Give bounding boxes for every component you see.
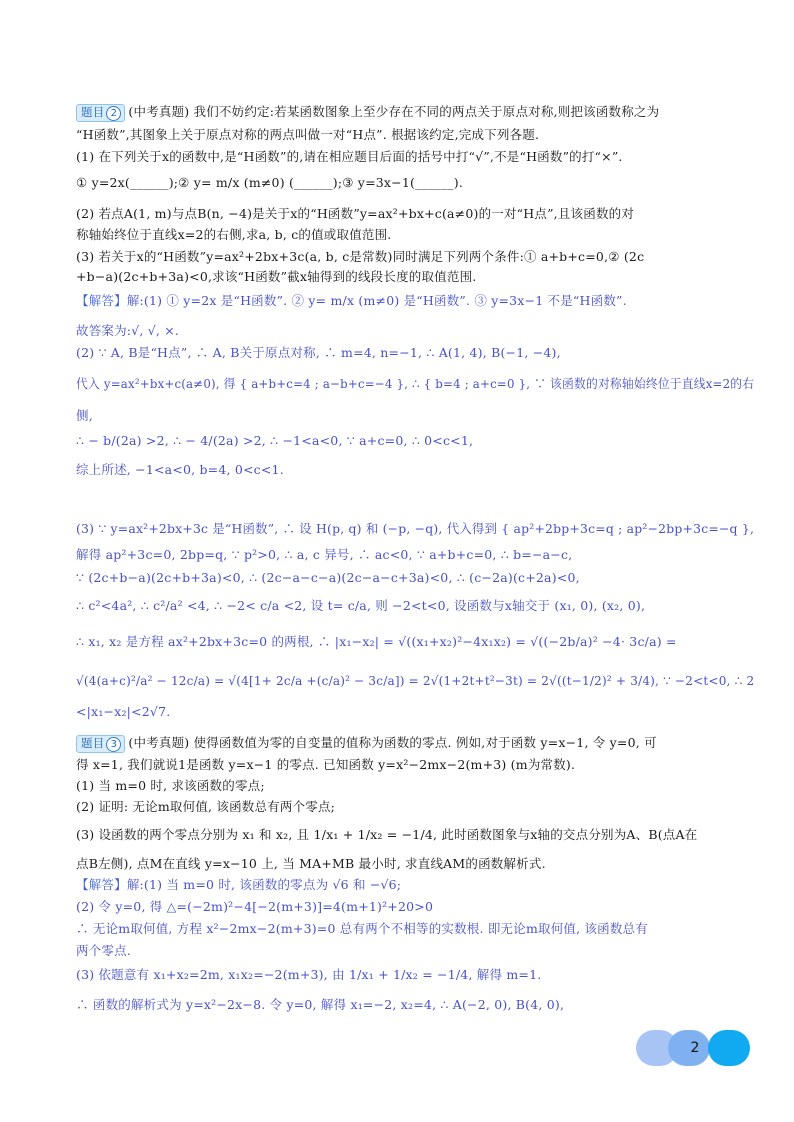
q2-line-6: 称轴始终位于直线x=2的右侧,求a, b, c的值或取值范围. [76,227,392,242]
q3-answer-4: 两个零点. [76,943,131,958]
page-number: 2 [690,1040,700,1056]
q2-line-8: +b−a)(2c+b+3a)<0,求该“H函数”截x轴得到的线段长度的取值范围. [76,269,477,284]
q2-answer-1: 【解答】解:(1) ① y=2x 是“H函数”. ② y= m/x (m≠0) 是“H函数”. ③ y=3x−1 不是“H函数”. [76,293,627,308]
q2-answer-5: 侧, [76,408,93,423]
q3-answer-2: (2) 令 y=0, 得 △=(−2m)²−4[−2(m+3)]=4(m+1)²+20>0 [76,899,434,914]
q3-answer-3: ∴ 无论m取何值, 方程 x²−2mx−2(m+3)=0 总有两个不相等的实数根. 即无论m取何值, 该函数总有 [76,921,648,936]
q2-answer-9: 解得 ap²+3c=0, 2bp=q, ∵ p²>0, ∴ a, c 异号, ∴ ac<0, ∵ a+b+c=0, ∴ b=−a−c, [76,547,573,562]
q3-line-4: (2) 证明: 无论m取何值, 该函数总有两个零点; [76,799,336,814]
q2-line-3: (1) 在下列关于x的函数中,是“H函数”的,请在相应题目后面的括号中打“√”,不是“H函数”的打“×”. [76,149,623,164]
q3-line-5: (3) 设函数的两个零点分别为 x₁ 和 x₂, 且 1/x₁ + 1/x₂ = −1/4, 此时函数图象与x轴的交点分别为A、B(点A在 [76,827,698,842]
q2-line-4: ① y=2x(______);② y= m/x (m≠0) (______);③ y=3x−1(______). [76,175,463,190]
q2-answer-8: (3) ∵ y=ax²+2bx+3c 是“H函数”, ∴ 设 H(p, q) 和 (−p, −q), 代入得到 { ap²+2bp+3c=q ; ap²−2bp+3c=−q }, [76,521,755,536]
q2-answer-10: ∵ (2c+b−a)(2c+b+3a)<0, ∴ (2c−a−c−a)(2c−a−c+3a)<0, ∴ (c−2a)(c+2a)<0, [76,570,580,585]
q2-answer-3: (2) ∵ A, B是“H点”, ∴ A, B关于原点对称, ∴ m=4, n=−1, ∴ A(1, 4), B(−1, −4), [76,345,561,360]
q3-answer-6: ∴ 函数的解析式为 y=x²−2x−8. 令 y=0, 解得 x₁=−2, x₂=4, ∴ A(−2, 0), B(4, 0), [76,997,565,1012]
q2-answer-13: √(4(a+c)²/a² − 12c/a) = √(4[1+ 2c/a +(c/a)² − 3c/a]) = 2√(1+2t+t²−3t) = 2√((t−1/2)² + 3/4), ∵ −2<t<0, ∴ 2 [76,673,755,688]
q3-line-2: 得 x=1, 我们就说1是函数 y=x−1 的零点. 已知函数 y=x²−2mx−2(m+3) (m为常数). [76,757,576,772]
q2-answer-6: ∴ − b/(2a) >2, ∴ − 4/(2a) >2, ∴ −1<a<0, ∵ a+c=0, ∴ 0<c<1, [76,433,474,448]
q2-line-5: (2) 若点A(1, m)与点B(n, −4)是关于x的“H函数”y=ax²+bx+c(a≠0)的一对“H点”,且该函数的对 [76,206,635,221]
q3-line-1: 题目 3 (中考真题) 使得函数值为零的自变量的值称为函数的零点. 例如,对于函数 y=x−1, 令 y=0, 可 [76,734,657,753]
q2-answer-2: 故答案为:√, √, ×. [76,323,180,338]
q3-tag: 题目 3 [76,735,125,753]
page-deco-right [708,1030,750,1066]
q2-line-1: 题目 2 (中考真题) 我们不妨约定:若某函数图象上至少存在不同的两点关于原点对称,则把该函数称之为 [76,103,659,122]
q3-line-6: 点B左侧), 点M在直线 y=x−10 上, 当 MA+MB 最小时, 求直线AM的函数解析式. [76,856,546,871]
q3-line-3: (1) 当 m=0 时, 求该函数的零点; [76,778,265,793]
q2-number-badge: 2 [106,106,121,121]
q3-number-badge: 3 [106,737,121,752]
q2-answer-11: ∴ c²<4a², ∴ c²/a² <4, ∴ −2< c/a <2, 设 t= c/a, 则 −2<t<0, 设函数与x轴交于 (x₁, 0), (x₂, 0), [76,598,646,613]
q3-answer-5: (3) 依题意有 x₁+x₂=2m, x₁x₂=−2(m+3), 由 1/x₁ + 1/x₂ = −1/4, 解得 m=1. [76,967,542,982]
q2-tag: 题目 2 [76,104,125,122]
q2-answer-12: ∴ x₁, x₂ 是方程 ax²+2bx+3c=0 的两根, ∴ |x₁−x₂| = √((x₁+x₂)²−4x₁x₂) = √((−2b/a)² −4· 3c/a) = [76,634,677,649]
q2-answer-7: 综上所述, −1<a<0, b=4, 0<c<1. [76,462,284,477]
q2-answer-14: <|x₁−x₂|<2√7. [76,704,171,719]
q3-answer-label: 【解答】 [76,877,127,892]
q2-answer-label: 【解答】 [76,293,127,308]
q2-line-7: (3) 若关于x的“H函数”y=ax²+2bx+3c(a, b, c是常数)同时满足下列两个条件:① a+b+c=0,② (2c [76,249,645,264]
q2-line-2: “H函数”,其图象上关于原点对称的两点叫做一对“H点”. 根据该约定,完成下列各题. [76,127,540,142]
q3-answer-1: 【解答】解:(1) 当 m=0 时, 该函数的零点为 √6 和 −√6; [76,877,402,892]
q2-answer-4: 代入 y=ax²+bx+c(a≠0), 得 { a+b+c=4 ; a−b+c=−4 }, ∴ { b=4 ; a+c=0 }, ∵ 该函数的对称轴始终位于直线x=2的右 [76,376,755,391]
